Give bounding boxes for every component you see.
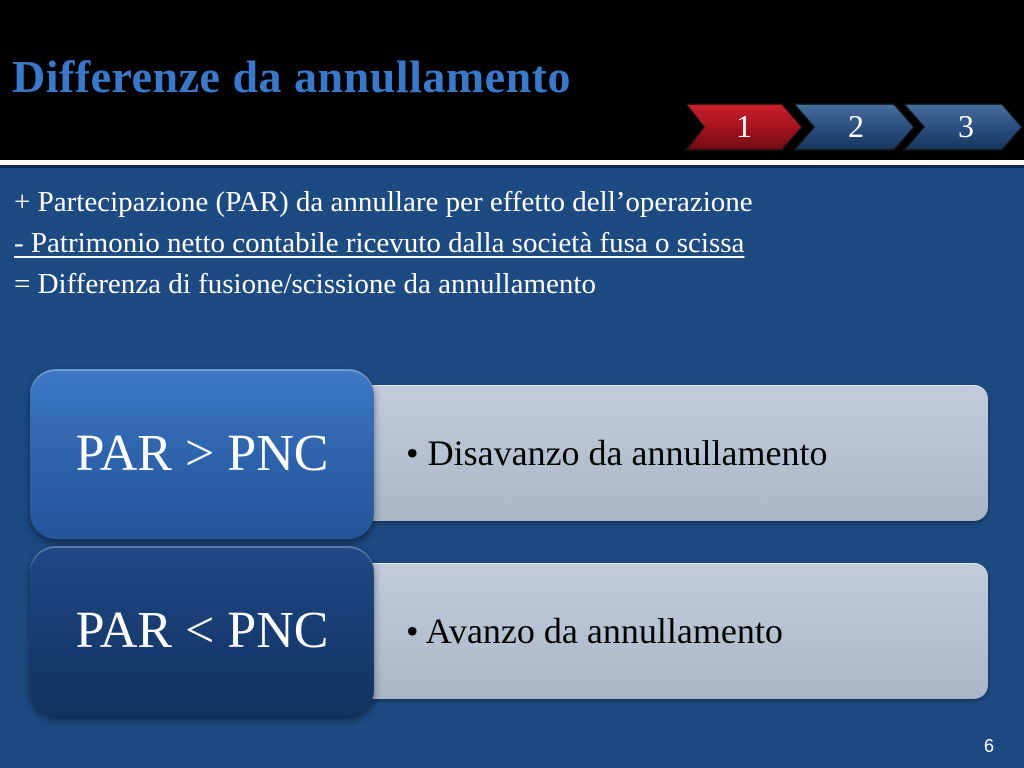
case-2-condition-box <box>30 546 374 716</box>
header-divider-shadow <box>0 165 1024 168</box>
step-1-label[interactable]: 1 <box>736 108 752 144</box>
case-1-result-box <box>360 385 988 521</box>
bullet-icon: • <box>406 611 419 651</box>
bullet-icon: • <box>406 433 419 473</box>
formula-block <box>14 182 1014 305</box>
formula-line-partecipazione: + Partecipazione (PAR) da annullare per effetto dell’operazione <box>14 186 753 218</box>
case-1-condition: PAR > PNC <box>75 425 329 482</box>
case-1-condition-box <box>30 369 374 539</box>
step-2-label[interactable]: 2 <box>848 108 864 144</box>
page-number: 6 <box>983 736 994 756</box>
case-2-result <box>406 563 783 699</box>
step-3-label[interactable]: 3 <box>958 108 974 144</box>
formula-line-patrimonio-netto: - Patrimonio netto contabile ricevuto dalla società fusa o scissa <box>14 227 745 259</box>
case-2-result-box <box>360 563 988 699</box>
case-2-condition: PAR < PNC <box>75 602 329 659</box>
formula-line-differenza: = Differenza di fusione/scissione da annullamento <box>14 268 596 300</box>
case-1-result-text: Disavanzo da annullamento <box>427 433 828 473</box>
case-2-result-text: Avanzo da annullamento <box>425 611 783 651</box>
slide-title: Differenze da annullamento <box>12 51 572 102</box>
case-1-result <box>406 385 827 521</box>
